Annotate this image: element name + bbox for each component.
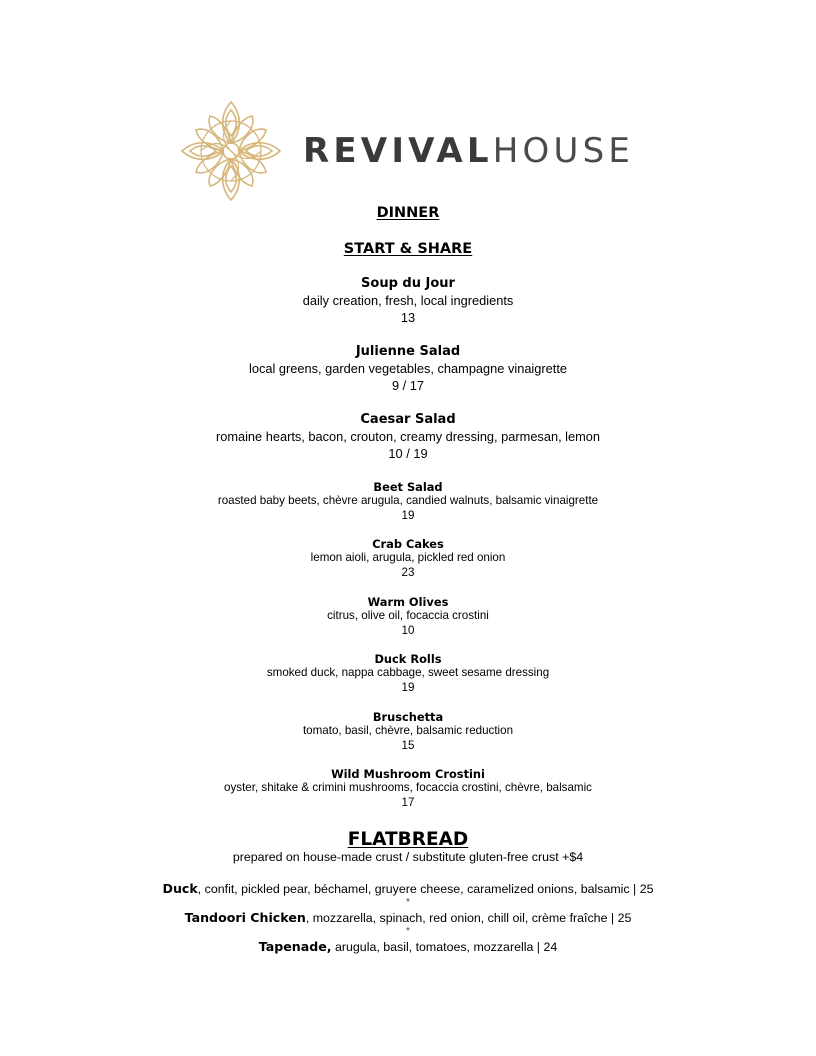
menu-item bbox=[0, 412, 816, 462]
item-price: 17 bbox=[401, 795, 415, 809]
item-price: 15 bbox=[401, 738, 415, 752]
item-name: Crab Cakes bbox=[372, 537, 444, 551]
item-price: 23 bbox=[401, 565, 415, 579]
flatbread-item bbox=[0, 939, 816, 955]
item-description: tomato, basil, chèvre, balsamic reduction bbox=[302, 724, 514, 737]
item-name: Tapenade, bbox=[258, 939, 332, 954]
menu-item bbox=[0, 710, 816, 753]
item-name: Beet Salad bbox=[373, 480, 443, 494]
flatbread-separator: * bbox=[406, 897, 410, 908]
item-name: Wild Mushroom Crostini bbox=[331, 767, 485, 781]
menu-item bbox=[0, 537, 816, 580]
item-description: citrus, olive oil, focaccia crostini bbox=[327, 609, 489, 622]
item-description: arugula, basil, tomatoes, mozzarella | 24 bbox=[331, 940, 558, 954]
item-name: Julienne Salad bbox=[355, 344, 461, 359]
item-description: local greens, garden vegetables, champagne vinaigrette bbox=[249, 361, 567, 376]
item-name: Tandoori Chicken bbox=[184, 910, 306, 925]
item-name: Warm Olives bbox=[367, 595, 449, 609]
menu-item bbox=[0, 652, 816, 695]
menu-item bbox=[0, 344, 816, 394]
item-description: , confit, pickled pear, béchamel, gruyere cheese, caramelized onions, balsamic | 25 bbox=[197, 882, 654, 896]
item-description: romaine hearts, bacon, crouton, creamy dressing, parmesan, lemon bbox=[215, 429, 601, 444]
item-description: smoked duck, nappa cabbage, sweet sesame dressing bbox=[266, 666, 550, 679]
revival-house-logo-icon bbox=[176, 96, 286, 206]
item-name: Duck bbox=[162, 881, 198, 896]
flatbread-item bbox=[0, 910, 816, 926]
brand-name-bold: REVIVAL bbox=[303, 131, 493, 171]
flatbread-separator: * bbox=[406, 926, 410, 937]
item-price: 19 bbox=[401, 680, 415, 694]
item-description: lemon aioli, arugula, pickled red onion bbox=[310, 551, 506, 564]
item-price: 19 bbox=[401, 508, 415, 522]
item-name: Soup du Jour bbox=[361, 276, 455, 291]
item-price: 10 / 19 bbox=[388, 446, 428, 461]
item-description: roasted baby beets, chèvre arugula, candied walnuts, balsamic vinaigrette bbox=[217, 494, 599, 507]
item-price: 10 bbox=[401, 623, 415, 637]
brand-wordmark bbox=[303, 131, 634, 171]
menu-item bbox=[0, 595, 816, 638]
menu-title: DINNER bbox=[376, 205, 440, 221]
flatbread-subtitle: prepared on house-made crust / substitute gluten-free crust +$4 bbox=[232, 850, 584, 864]
menu-item bbox=[0, 276, 816, 326]
brand-name-light: HOUSE bbox=[492, 131, 635, 171]
item-price: 9 / 17 bbox=[391, 378, 425, 393]
flatbread-item bbox=[0, 881, 816, 897]
item-name: Duck Rolls bbox=[374, 652, 442, 666]
menu-item bbox=[0, 767, 816, 810]
item-name: Bruschetta bbox=[372, 710, 444, 724]
item-name: Caesar Salad bbox=[360, 412, 456, 427]
section-heading-flatbread: FLATBREAD bbox=[347, 829, 469, 850]
item-price: 13 bbox=[400, 310, 416, 325]
menu-item bbox=[0, 480, 816, 523]
section-heading-start-share: START & SHARE bbox=[343, 241, 473, 257]
item-description: oyster, shitake & crimini mushrooms, focaccia crostini, chèvre, balsamic bbox=[224, 781, 592, 794]
item-description: daily creation, fresh, local ingredients bbox=[302, 293, 514, 308]
item-description: , mozzarella, spinach, red onion, chill oil, crème fraîche | 25 bbox=[305, 911, 632, 925]
